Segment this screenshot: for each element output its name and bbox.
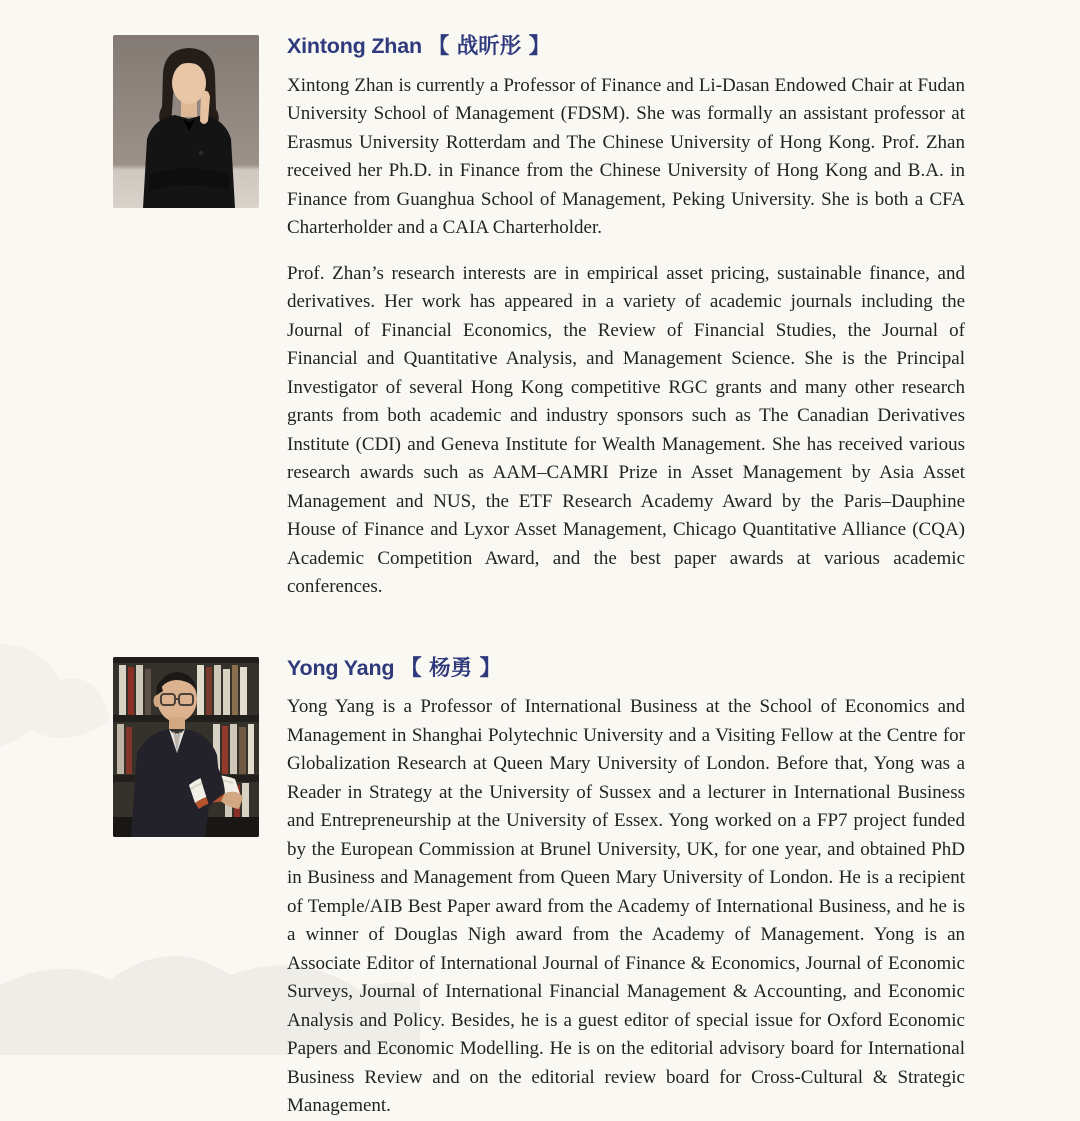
- bio-paragraph: Prof. Zhan’s research interests are in empirical asset pricing, sustainable finance, and derivatives. Her work has appeared in a variety of academic journals including the Journal of Financial Economics, the Review of Financial Studies, the Journal of Financial and Quantitative Analysis, and Management Science. She is the Principal Investigator of several Hong Kong competitive RGC grants and many other research grants from both academic and industry sponsors such as The Canadian Derivatives Institute (CDI) and Geneva Institute for Wealth Management. She has received various research awards such as AAM–CAMRI Prize in Asset Management by Asia Asset Management and NUS, the ETF Research Academy Award by the Paris–Dauphine House of Finance and Lyxor Asset Management, Chicago Quantitative Alliance (CQA) Academic Competition Award, and the best paper awards at various academic conferences.: [287, 262, 965, 598]
- bio-column: [287, 657, 965, 1121]
- photo-column: [113, 657, 259, 837]
- photo-column: [113, 35, 259, 208]
- profile-xintong-zhan: [113, 35, 965, 602]
- profile-name-heading: [287, 657, 965, 681]
- profile-name-cn: 【 战昕彤 】: [427, 34, 551, 59]
- profile-name-en: Xintong Zhan: [287, 34, 428, 58]
- xintong-zhan-photo: [113, 35, 259, 208]
- bio-text: [287, 693, 965, 1121]
- profile-name-heading: [287, 35, 965, 59]
- bio-column: [287, 35, 965, 602]
- profile-name-en: Yong Yang: [287, 655, 401, 680]
- bio-paragraph: Yong Yang is a Professor of International Business at the School of Economics and Management in Shanghai Polytechnic University and a Visiting Fellow at the Centre for Globalization Research at Queen Mary University of London. Before that, Yong was a Reader in Strategy at the University of Sussex and a lecturer in International Business and Entrepreneurship at the University of Essex. Yong worked on a FP7 project funded by the European Commission at Brunel University, UK, for one year, and obtained PhD in Business and Management from Queen Mary University of London. He is a recipient of Temple/AIB Best Paper award from the Academy of International Business, and he is a winner of Douglas Nigh award from the Academy of Management. Yong is an Associate Editor of International Journal of Finance & Economics, Journal of Economic Surveys, Journal of International Financial Management & Accounting, and Economic Analysis and Policy. Besides, he is a guest editor of special issue for Oxford Economic Papers and Economic Modelling. He is on the editorial advisory board for International Business Review and on the editorial review board for Cross-Cultural & Strategic Management.: [287, 696, 965, 1117]
- profile-name-cn: 【 杨勇 】: [400, 655, 502, 681]
- bio-text: [287, 72, 965, 602]
- profile-yong-yang: [113, 657, 965, 1121]
- yong-yang-photo: [113, 657, 259, 837]
- bio-paragraph: Xintong Zhan is currently a Professor of Finance and Li-Dasan Endowed Chair at Fudan University School of Management (FDSM). She was formally an assistant professor at Erasmus University Rotterdam and The Chinese University of Hong Kong. Prof. Zhan received her Ph.D. in Finance from the Chinese University of Hong Kong and B.A. in Finance from Guanghua School of Management, Peking University. She is both a CFA Charterholder and a CAIA Charterholder.: [287, 74, 965, 239]
